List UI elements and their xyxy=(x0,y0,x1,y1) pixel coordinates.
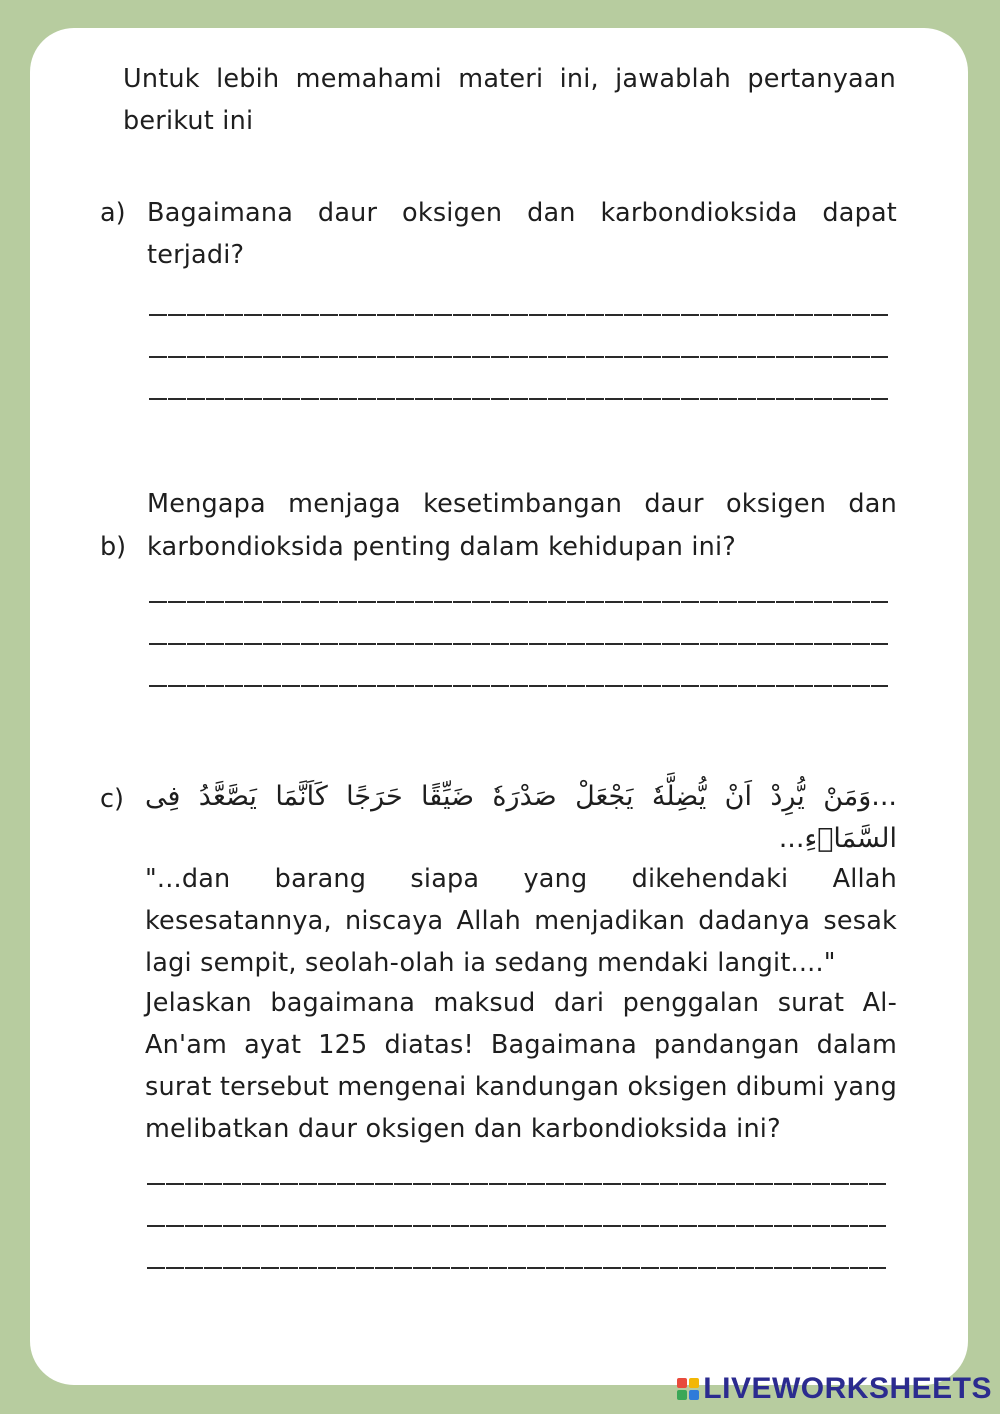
liveworksheets-logo-icon xyxy=(677,1378,699,1400)
answer-line-b2[interactable] xyxy=(148,643,888,645)
question-c-marker: c) xyxy=(100,784,124,814)
question-b-marker: b) xyxy=(100,532,127,562)
verse-translation: "...dan barang siapa yang dikehendaki Allah kesesatannya, niscaya Allah menjadikan dadanya sesak lagi sempit, seolah-olah ia sedang mendaki langit...." xyxy=(145,864,897,978)
arabic-verse: ...وَمَنْ يُّرِدْ اَنْ يُّضِلَّهٗ يَجْعَلْ صَدْرَهٗ ضَيِّقًا حَرَجًا كَاَنَّمَا يَصَّعَّدُ فِى السَّمَاۤءِ... xyxy=(145,781,897,854)
answer-line-a2[interactable] xyxy=(148,356,888,358)
intro-text: Untuk lebih memahami materi ini, jawablah pertanyaan berikut ini xyxy=(123,64,896,136)
answer-line-b3[interactable] xyxy=(148,685,888,687)
answer-line-c2[interactable] xyxy=(146,1225,886,1227)
question-b-text-line2: karbondioksida penting dalam kehidupan ini? xyxy=(147,532,737,562)
answer-line-a3[interactable] xyxy=(148,398,888,400)
question-c-text: Jelaskan bagaimana maksud dari penggalan surat Al-An'am ayat 125 diatas! Bagaimana pandangan dalam surat tersebut mengenai kandungan oksigen dibumi yang melibatkan daur oksigen dan karbondioksida ini? xyxy=(145,988,897,1144)
question-a-text: Bagaimana daur oksigen dan karbondioksida dapat terjadi? xyxy=(147,198,897,270)
answer-line-a1[interactable] xyxy=(148,314,888,316)
answer-line-b1[interactable] xyxy=(148,601,888,603)
question-b-text-line1: Mengapa menjaga kesetimbangan daur oksigen dan xyxy=(147,489,897,519)
question-a-marker: a) xyxy=(100,198,126,228)
answer-line-c1[interactable] xyxy=(146,1183,886,1185)
liveworksheets-logo xyxy=(677,1372,992,1406)
liveworksheets-wordmark: LIVEWORKSHEETS xyxy=(703,1372,992,1405)
answer-line-c3[interactable] xyxy=(146,1267,886,1269)
